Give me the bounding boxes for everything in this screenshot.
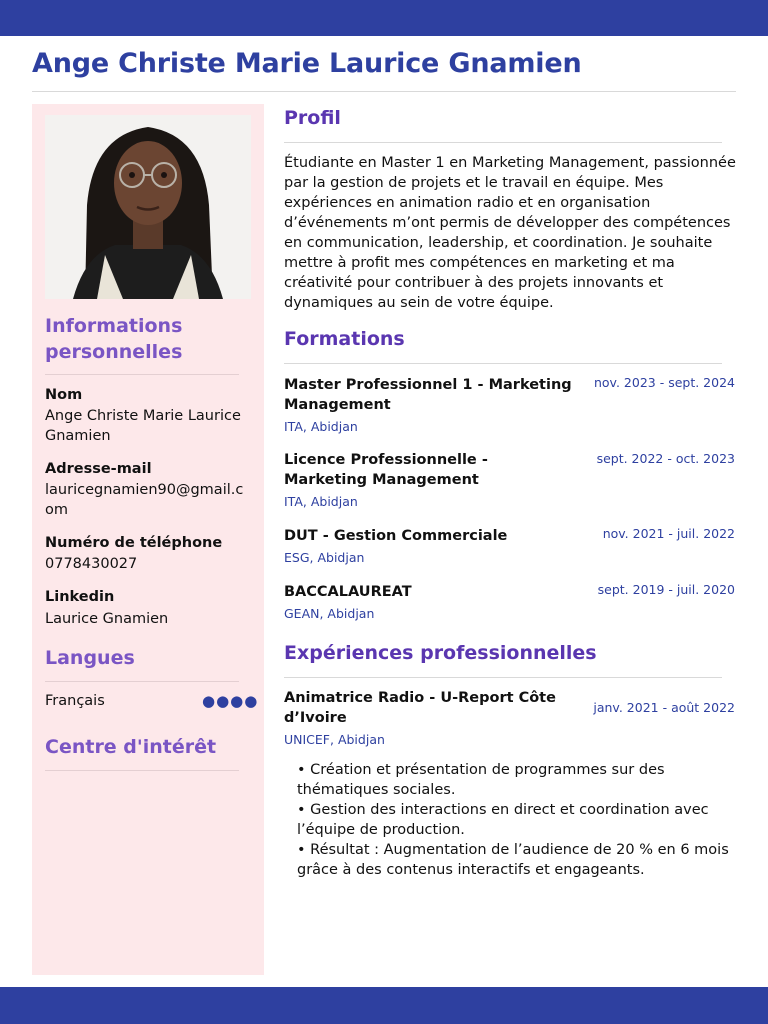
interests-divider: [45, 770, 239, 771]
profile-heading: Profil: [284, 107, 341, 129]
resume-name: Ange Christe Marie Laurice Gnamien: [32, 48, 582, 79]
experience-title: Animatrice Radio - U-Report Côte d’Ivoire: [284, 690, 556, 726]
experiences-divider: [284, 677, 722, 678]
top-banner: [0, 0, 768, 36]
formation-org: ESG, Abidjan: [284, 550, 365, 565]
language-level-dots: ●●●●: [202, 692, 259, 710]
formation-date: sept. 2022 - oct. 2023: [596, 451, 735, 466]
bullet-item: • Création et présentation de programmes sur des thématiques sociales.: [297, 762, 665, 798]
formation-date: sept. 2019 - juil. 2020: [597, 582, 735, 597]
profile-photo: [45, 115, 251, 299]
formation-title: Licence Professionnelle - Marketing Management: [284, 452, 488, 488]
formation-title: DUT - Gestion Commerciale: [284, 528, 508, 544]
nom-label: Nom: [45, 387, 83, 403]
formation-org: ITA, Abidjan: [284, 494, 358, 509]
formation-title: Master Professionnel 1 - Marketing Management: [284, 377, 572, 413]
sidebar: [32, 104, 264, 975]
languages-divider: [45, 681, 239, 682]
profile-text: Étudiante en Master 1 en Marketing Management, passionnée par la gestion de projets et le travail en équipe. Mes expériences en animation radio et en organisation d’événements m’ont permis de développer des compétences en communication, leadership, et coordination. Je souhaite mettre à profit mes compétences en marketing et ma créativité pour contribuer à des projets innovants et dynamiques au sein de votre équipe.: [284, 155, 736, 311]
linkedin-value[interactable]: Laurice Gnamien: [45, 611, 169, 627]
formation-title: BACCALAUREAT: [284, 584, 412, 600]
personal-info-divider: [45, 374, 239, 375]
bullet-item: • Résultat : Augmentation de l’audience de 20 % en 6 mois grâce à des contenus interactifs et engageants.: [297, 842, 729, 878]
experience-date: janv. 2021 - août 2022: [593, 700, 735, 715]
formations-heading: Formations: [284, 328, 405, 350]
nom-value: Ange Christe Marie Laurice Gnamien: [45, 408, 241, 444]
phone-label: Numéro de téléphone: [45, 535, 223, 551]
linkedin-label: Linkedin: [45, 589, 115, 605]
experience-org: UNICEF, Abidjan: [284, 732, 385, 747]
experience-bullets: [297, 760, 737, 880]
personal-info-heading: Informations personnelles: [45, 315, 183, 363]
experiences-heading: Expériences professionnelles: [284, 642, 597, 664]
profile-divider: [284, 142, 722, 143]
interests-heading: Centre d'intérêt: [45, 736, 217, 758]
formation-date: nov. 2023 - sept. 2024: [593, 375, 735, 390]
phone-value[interactable]: 0778430027: [45, 556, 138, 572]
name-divider: [32, 91, 736, 92]
bullet-item: • Gestion des interactions en direct et coordination avec l’équipe de production.: [297, 802, 709, 838]
email-value[interactable]: lauricegnamien90@gmail.com: [45, 482, 244, 518]
formation-date: nov. 2021 - juil. 2022: [602, 526, 735, 541]
formation-org: ITA, Abidjan: [284, 419, 358, 434]
formation-org: GEAN, Abidjan: [284, 606, 375, 621]
formations-divider: [284, 363, 722, 364]
language-french: Français: [45, 693, 105, 709]
bottom-banner: [0, 987, 768, 1024]
email-label: Adresse-mail: [45, 461, 152, 477]
languages-heading: Langues: [45, 647, 135, 669]
